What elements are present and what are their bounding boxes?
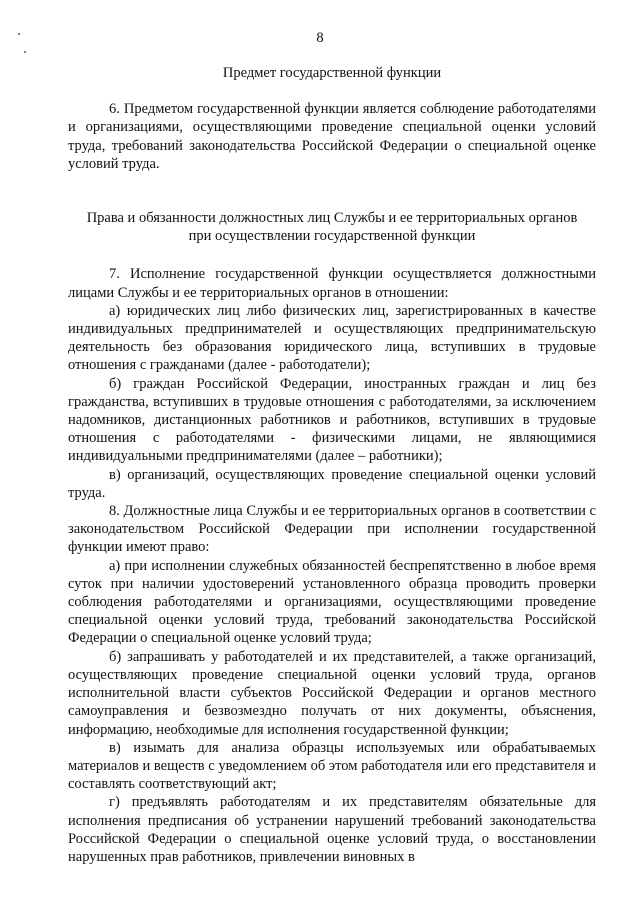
section-heading-rights-line2: при осуществлении государственной функции bbox=[188, 228, 476, 245]
spacer bbox=[68, 82, 596, 100]
paragraph-7a: а) юридических лиц либо физических лиц, зарегистрированных в качестве индивидуальных предпринимателей и осуществляющих предпринимательскую деятельность без образования юридического лица, вступивших в трудовые отношения с гражданами (далее - работодатели); bbox=[68, 302, 596, 374]
paragraph-8c: в) изымать для анализа образцы используемых или обрабатываемых материалов и веществ с уведомлением об этом работодателя или его представителя и составлять соответствующий акт; bbox=[68, 739, 596, 793]
paragraph-8b: б) запрашивать у работодателей и их представителей, а также организаций, осуществляющих проведение специальной оценки условий труда, органов исполнительной власти субъектов Российской Федерации и органов местного самоуправления и безвозмездно получать от них документы, объяснения, информацию, необходимые для исполнения государственной функции; bbox=[68, 648, 596, 738]
section-heading-subject: Предмет государственной функции bbox=[222, 65, 442, 81]
scan-speck bbox=[24, 51, 26, 53]
paragraph-8: 8. Должностные лица Службы и ее территориальных органов в соответствии с законодательством Российской Федерации при исполнении государственной функции имеют право: bbox=[68, 503, 596, 556]
paragraph-8a: а) при исполнении служебных обязанностей беспрепятственно в любое время суток при наличии удостоверений установленного образца проводить проверки соблюдения работодателями и организациями, осуществляющими проведение специальной оценки условий труда, требований законодательства Российской Федерации о специальной оценке условий труда; bbox=[68, 557, 596, 647]
page-number: 8 bbox=[316, 30, 324, 46]
document-body bbox=[68, 60, 596, 866]
paragraph-7: 7. Исполнение государственной функции осуществляется должностными лицами Службы и ее территориальных органов в отношении: bbox=[68, 266, 596, 301]
paragraph-7c: в) организаций, осуществляющих проведение специальной оценки условий труда. bbox=[68, 466, 596, 501]
paragraph-8d: г) предъявлять работодателям и их представителям обязательные для исполнения предписания об устранении нарушений требований законодательства Российской Федерации о специальной оценке условий труда, о восстановлении нарушенных прав работников, привлечении виновных в bbox=[68, 794, 596, 865]
spacer bbox=[68, 173, 596, 209]
paragraph-7b: б) граждан Российской Федерации, иностранных граждан и лиц без гражданства, вступивших в трудовые отношения с работодателями, за исключением надомников, дистанционных работников и работников, вступивших в трудовые отношения с работодателями - физическими лицами, не являющимися индивидуальными предпринимателями (далее – работники); bbox=[68, 375, 596, 465]
paragraph-6: 6. Предметом государственной функции является соблюдение работодателями и организациями, осуществляющими проведение специальной оценки условий труда, требований законодательства Российской Федерации о специальной оценке условий труда. bbox=[68, 101, 596, 172]
section-heading-rights-line1: Права и обязанности должностных лиц Службы и ее территориальных органов bbox=[86, 210, 578, 227]
spacer bbox=[68, 245, 596, 265]
